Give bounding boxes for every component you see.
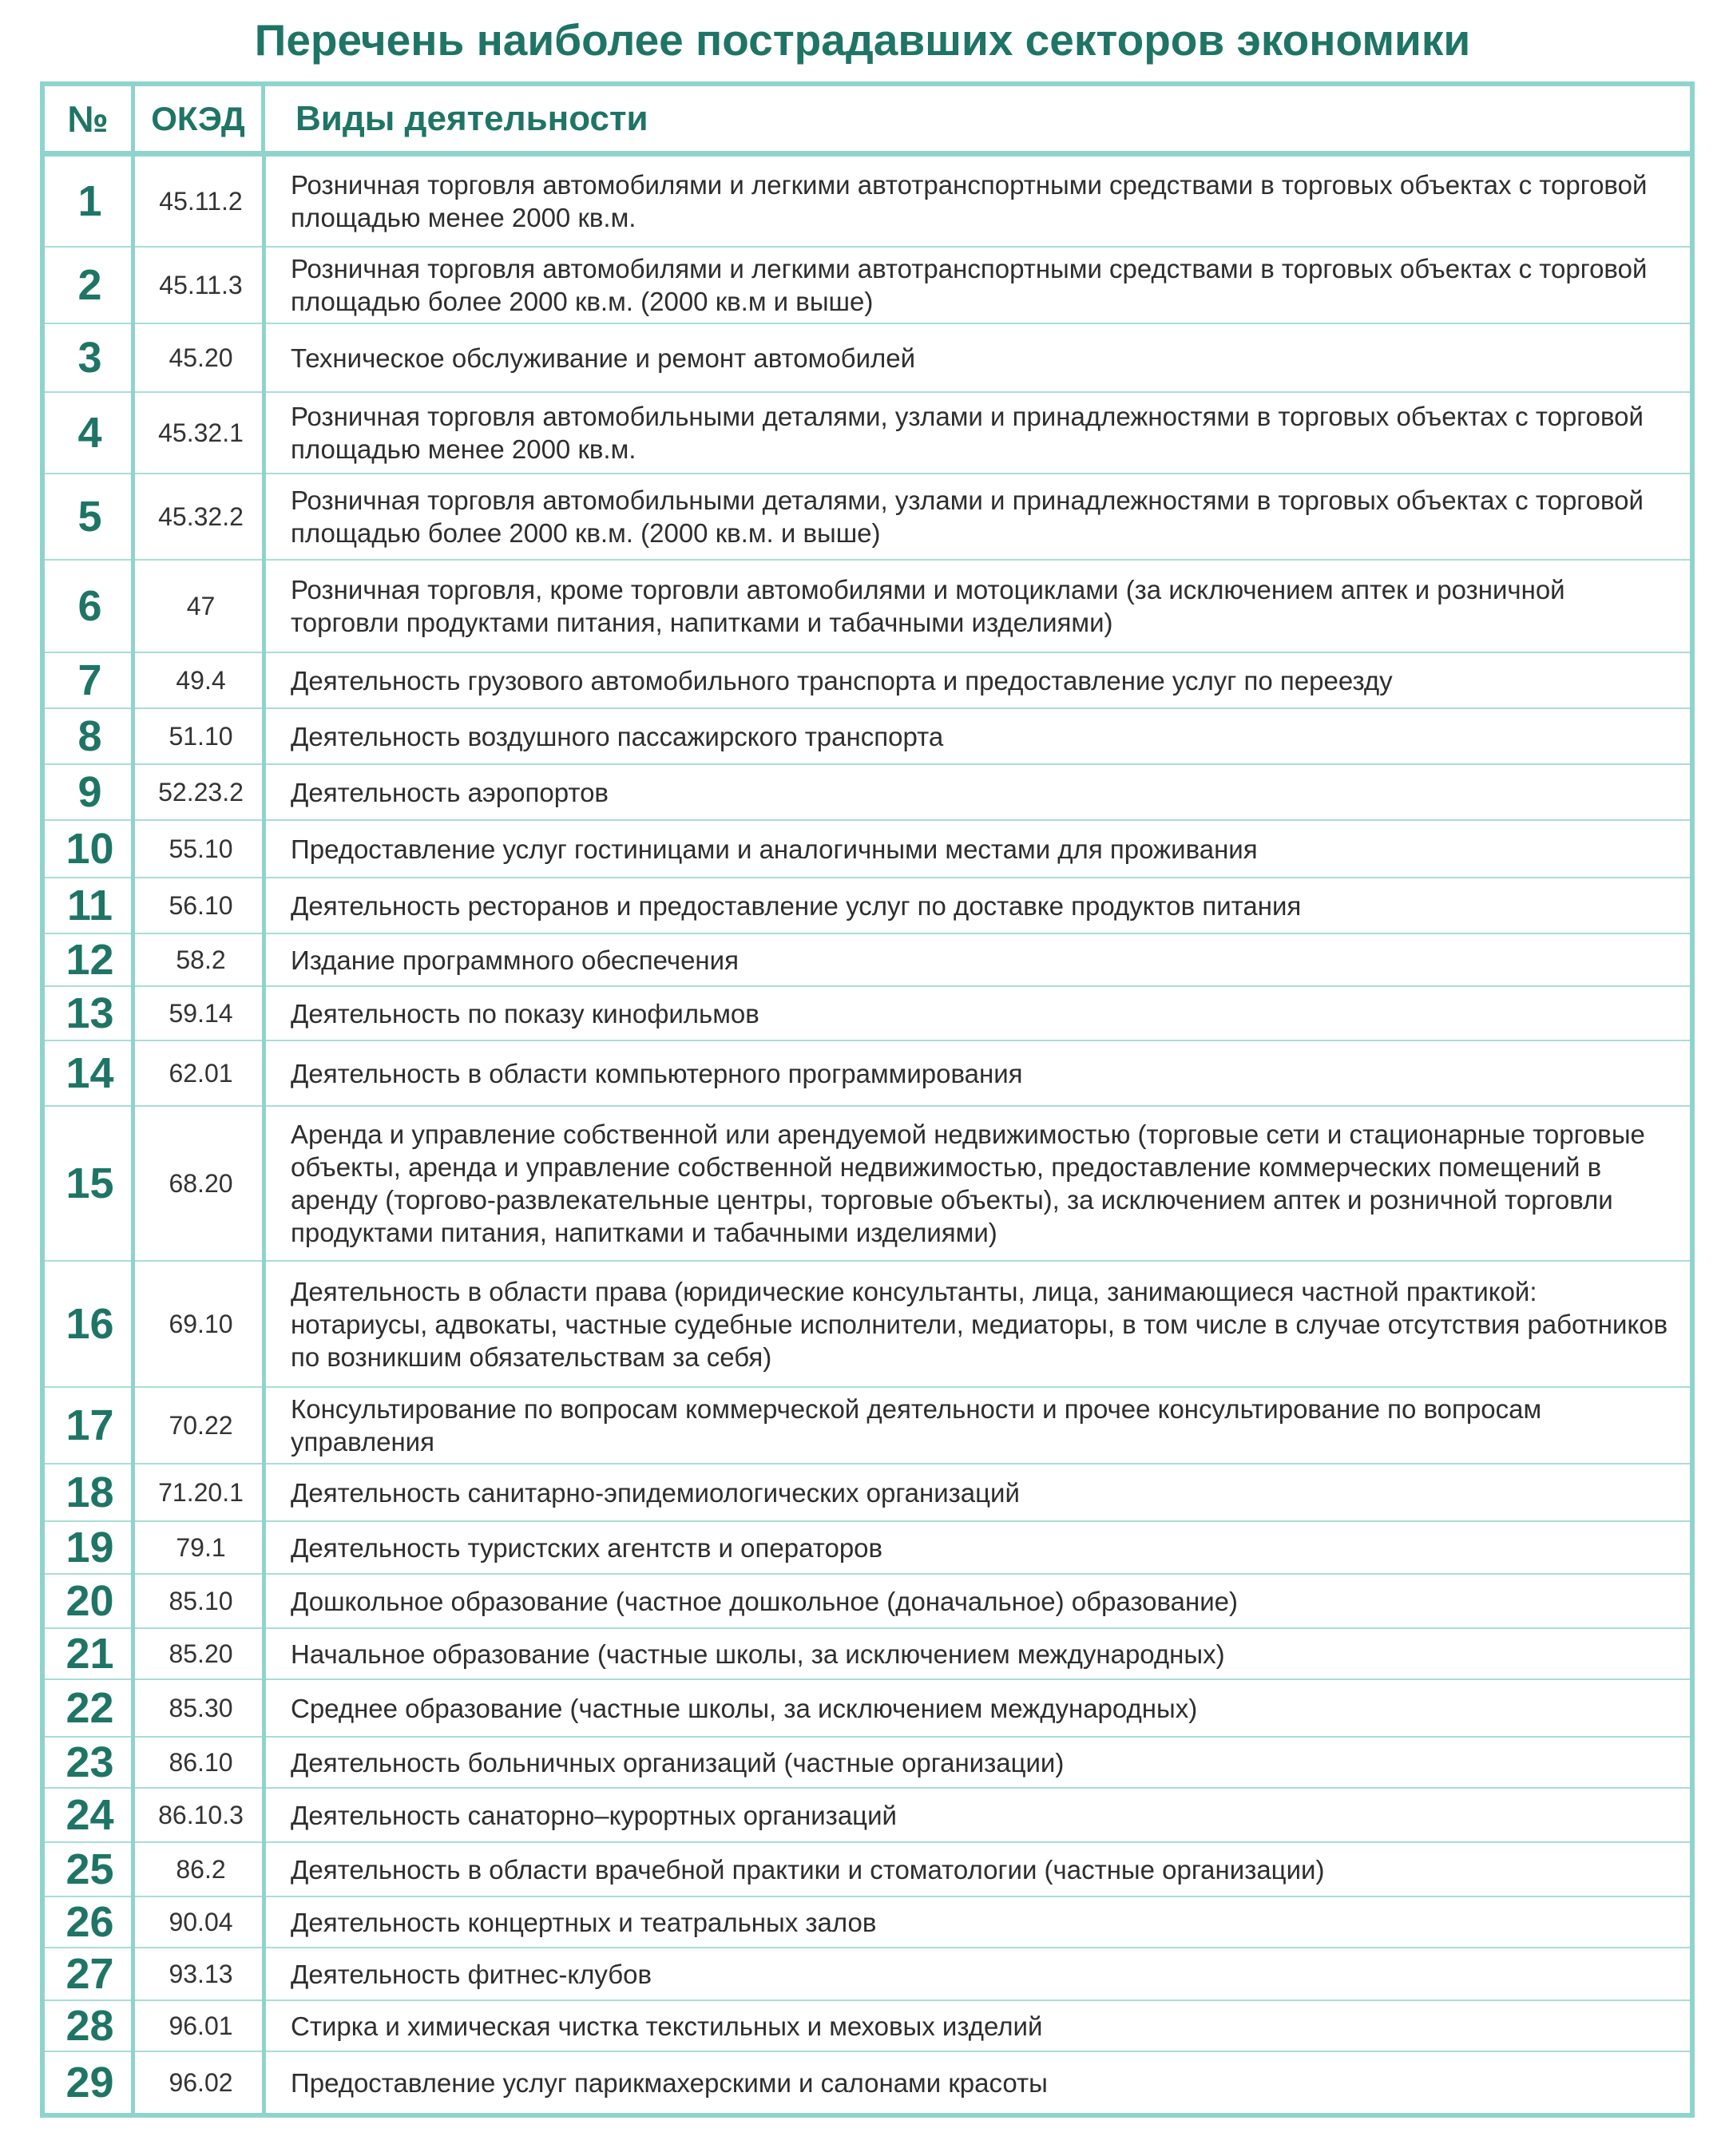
row-okved-code: 62.01	[169, 1058, 233, 1088]
row-okved-code: 58.2	[176, 945, 226, 974]
table-row	[45, 1843, 1690, 1897]
row-number: 18	[65, 1468, 114, 1516]
column-divider-number	[131, 157, 135, 2118]
header-activity-types: Виды деятельности	[295, 98, 648, 138]
row-number: 29	[65, 2059, 114, 2106]
table-row	[45, 1262, 1690, 1388]
row-okved-code: 45.11.3	[159, 270, 243, 299]
table-row	[45, 987, 1690, 1041]
row-activity-description: Деятельность воздушного пассажирского транспорта	[291, 721, 944, 751]
row-okved-code: 45.32.2	[158, 501, 244, 531]
row-number: 15	[65, 1159, 114, 1207]
page-title: Перечень наиболее пострадавших секторов экономики	[254, 15, 1471, 65]
row-number: 10	[65, 825, 114, 873]
row-activity-description: Деятельность санитарно-эпидемиологических организаций	[291, 1477, 1020, 1508]
table-row	[45, 1575, 1690, 1629]
row-activity-description: Деятельность в области компьютерного программирования	[291, 1058, 1023, 1088]
row-number: 16	[65, 1300, 114, 1348]
row-number: 14	[65, 1049, 114, 1097]
row-okved-code: 85.20	[169, 1639, 233, 1668]
row-activity-description: Деятельность в области права (юридические консультанты, лица, занимающиеся частной практикой: нотариусы, адвокаты, частные судебные исполнители, медиаторы, в том числе в случае отсутствия работников по возникшим обязательствам за себя)	[291, 1276, 1668, 1372]
row-activity-description: Деятельность санаторно–курортных организаций	[291, 1800, 897, 1830]
row-number: 5	[77, 493, 102, 541]
row-number: 9	[77, 768, 102, 816]
row-activity-description: Деятельность больничных организаций (частные организации)	[291, 1747, 1065, 1778]
row-activity-description: Начальное образование (частные школы, за исключением международных)	[291, 1639, 1225, 1669]
row-activity-description: Розничная торговля, кроме торговли автомобилями и мотоциклами (за исключением аптек и розничной торговли продуктами питания, напитками и табачными изделиями)	[291, 575, 1565, 637]
table-row	[45, 561, 1690, 653]
row-number: 17	[65, 1401, 114, 1449]
row-activity-description: Техническое обслуживание и ремонт автомобилей	[291, 343, 916, 373]
row-number: 19	[65, 1524, 114, 1571]
row-okved-code: 96.02	[169, 2067, 233, 2097]
table-row	[45, 1464, 1690, 1522]
row-activity-description: Дошкольное образование (частное дошкольное (доначальное) образование)	[291, 1586, 1238, 1616]
row-number: 2	[77, 261, 102, 309]
row-okved-code: 79.1	[176, 1532, 226, 1562]
row-number: 8	[77, 712, 102, 760]
table-row	[45, 157, 1690, 248]
row-okved-code: 45.11.2	[159, 186, 243, 216]
row-number: 28	[65, 2002, 114, 2050]
row-number: 25	[65, 1845, 114, 1893]
row-okved-code: 56.10	[169, 890, 233, 920]
row-activity-description: Деятельность ресторанов и предоставление услуг по доставке продуктов питания	[291, 890, 1302, 921]
row-number: 6	[77, 582, 102, 630]
row-okved-code: 71.20.1	[158, 1477, 244, 1507]
row-okved-code: 55.10	[169, 834, 233, 863]
table-row	[45, 1897, 1690, 1948]
row-number: 26	[65, 1898, 114, 1946]
table-row	[45, 1680, 1690, 1738]
row-number: 24	[65, 1791, 114, 1839]
row-number: 23	[65, 1738, 114, 1786]
row-okved-code: 86.10	[169, 1747, 233, 1777]
table-row	[45, 1107, 1690, 1262]
row-activity-description: Стирка и химическая чистка текстильных и меховых изделий	[291, 2011, 1043, 2041]
row-number: 22	[65, 1684, 114, 1732]
row-activity-description: Деятельность грузового автомобильного транспорта и предоставление услуг по переезду	[291, 665, 1393, 696]
row-activity-description: Аренда и управление собственной или арендуемой недвижимостью (торговые сети и стационарные торговые объекты, аренда и управление собственной недвижимостью, предоставление коммерческих помещений в аренду (торгово-развлекательные центры, торговые объекты), за исключением аптек и розничной торговли продуктами питания, напитками и табачными изделиями)	[291, 1120, 1645, 1247]
row-activity-description: Деятельность концертных и театральных залов	[291, 1907, 877, 1937]
table-row	[45, 1388, 1690, 1464]
table-row	[45, 2001, 1690, 2052]
row-number: 20	[65, 1577, 114, 1625]
row-activity-description: Розничная торговля автомобильными деталями, узлами и принадлежностями в торговых объектах с торговой площадью более 2000 кв.м. (2000 кв.м. и выше)	[291, 485, 1644, 548]
table-row	[45, 1789, 1690, 1843]
row-okved-code: 69.10	[169, 1309, 233, 1338]
table-row	[45, 474, 1690, 561]
row-number: 4	[77, 409, 102, 457]
row-activity-description: Деятельность в области врачебной практики и стоматологии (частные организации)	[291, 1854, 1325, 1885]
row-activity-description: Предоставление услуг гостиницами и аналогичными местами для проживания	[291, 834, 1258, 864]
table-row	[45, 1738, 1690, 1789]
row-activity-description: Среднее образование (частные школы, за исключением международных)	[291, 1693, 1198, 1723]
table-row	[45, 1948, 1690, 2001]
table-header	[40, 81, 1695, 157]
row-activity-description: Предоставление услуг парикмахерскими и салонами красоты	[291, 2067, 1048, 2098]
table-row	[45, 709, 1690, 765]
row-activity-description: Издание программного обеспечения	[291, 945, 739, 975]
row-number: 27	[65, 1950, 114, 1998]
row-okved-code: 86.10.3	[158, 1800, 244, 1829]
row-okved-code: 59.14	[169, 998, 233, 1028]
table-row	[45, 653, 1690, 709]
row-okved-code: 45.20	[169, 343, 233, 372]
row-okved-code: 93.13	[169, 1959, 233, 1988]
table-row	[45, 765, 1690, 821]
table-row	[45, 1041, 1690, 1107]
row-activity-description: Розничная торговля автомобильными деталями, узлами и принадлежностями в торговых объектах с торговой площадью менее 2000 кв.м.	[291, 402, 1644, 464]
row-number: 7	[77, 656, 102, 704]
row-okved-code: 52.23.2	[158, 777, 244, 807]
header-number: №	[45, 86, 135, 151]
row-number: 13	[65, 989, 114, 1037]
row-okved-code: 85.30	[169, 1693, 233, 1722]
table-row	[45, 934, 1690, 987]
table-row	[45, 324, 1690, 393]
table-row	[45, 393, 1690, 474]
table-row	[45, 1522, 1690, 1575]
row-okved-code: 49.4	[176, 665, 226, 695]
row-okved-code: 86.2	[176, 1854, 226, 1884]
row-activity-description: Консультирование по вопросам коммерческой деятельности и прочее консультирование по вопросам управления	[291, 1394, 1542, 1456]
row-activity-description: Розничная торговля автомобилями и легкими автотранспортными средствами в торговых объектах с торговой площадью менее 2000 кв.м.	[291, 170, 1648, 232]
row-okved-code: 90.04	[169, 1907, 233, 1936]
row-okved-code: 47	[186, 591, 216, 620]
row-okved-code: 68.20	[169, 1168, 233, 1198]
row-okved-code: 45.32.1	[158, 418, 244, 447]
row-okved-code: 85.10	[169, 1586, 233, 1615]
row-okved-code: 70.22	[169, 1410, 233, 1440]
row-number: 12	[65, 936, 114, 984]
table-row	[45, 1629, 1690, 1680]
table-row	[45, 2052, 1690, 2113]
table-row	[45, 821, 1690, 878]
row-activity-description: Деятельность фитнес-клубов	[291, 1959, 652, 1989]
table-row	[45, 878, 1690, 934]
row-okved-code: 51.10	[169, 721, 233, 751]
row-number: 21	[65, 1630, 114, 1678]
row-number: 1	[77, 177, 102, 225]
row-activity-description: Деятельность аэропортов	[291, 777, 609, 807]
row-activity-description: Деятельность по показу кинофильмов	[291, 998, 759, 1028]
header-okved: ОКЭД	[135, 86, 265, 151]
row-activity-description: Деятельность туристских агентств и операторов	[291, 1532, 883, 1563]
row-number: 11	[66, 882, 113, 929]
row-okved-code: 96.01	[169, 2011, 233, 2040]
row-activity-description: Розничная торговля автомобилями и легкими автотранспортными средствами в торговых объектах с торговой площадью более 2000 кв.м. (2000 кв.м и выше)	[291, 254, 1648, 316]
column-divider-okved	[262, 157, 266, 2118]
table-row	[45, 248, 1690, 324]
row-number: 3	[77, 334, 102, 382]
